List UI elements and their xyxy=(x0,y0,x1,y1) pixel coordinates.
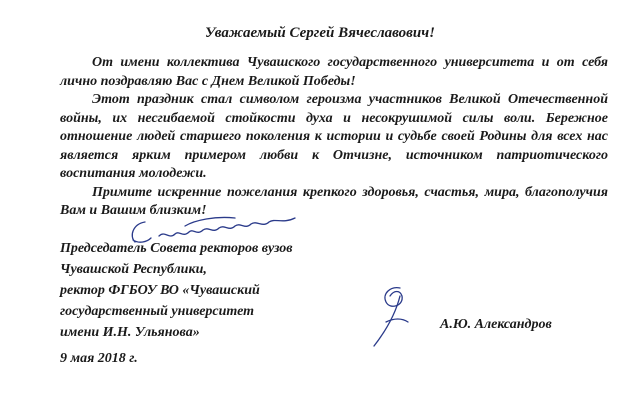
letter-paragraph: От имени коллектива Чувашского государственного университета и от себя лично поздравляю Вас с Днем Великой Победы! xyxy=(60,55,608,89)
letter-date: 9 мая 2018 г. xyxy=(60,351,138,366)
signature-block xyxy=(60,238,293,343)
letter-paragraph: Этот праздник стал символом героизма участников Великой Отечественной войны, их несгибаемой стойкости духа и несокрушимой силы воли. Бережное отношение людей старшего поколения к истории и судьбе своей Родины для всех нас является ярким примером любви к Отчизне, источником патриотического воспитания молодежи. xyxy=(60,92,608,181)
signature-line: имени И.Н. Ульянова» xyxy=(60,325,200,340)
signer-name: А.Ю. Александров xyxy=(440,317,552,332)
letter-body xyxy=(60,54,608,221)
handwritten-signature xyxy=(360,282,430,352)
letter-paragraph: Примите искренние пожелания крепкого здоровья, счастья, мира, благополучия Вам и Вашим близким! xyxy=(60,184,608,218)
signature-line: ректор ФГБОУ ВО «Чувашский xyxy=(60,283,260,298)
signature-line: Председатель Совета ректоров вузов xyxy=(60,241,293,256)
letter-greeting: Уважаемый Сергей Вячеславович! xyxy=(205,25,435,41)
signature-line: государственный университет xyxy=(60,304,255,319)
signature-line: Чувашской Республики, xyxy=(60,262,207,277)
